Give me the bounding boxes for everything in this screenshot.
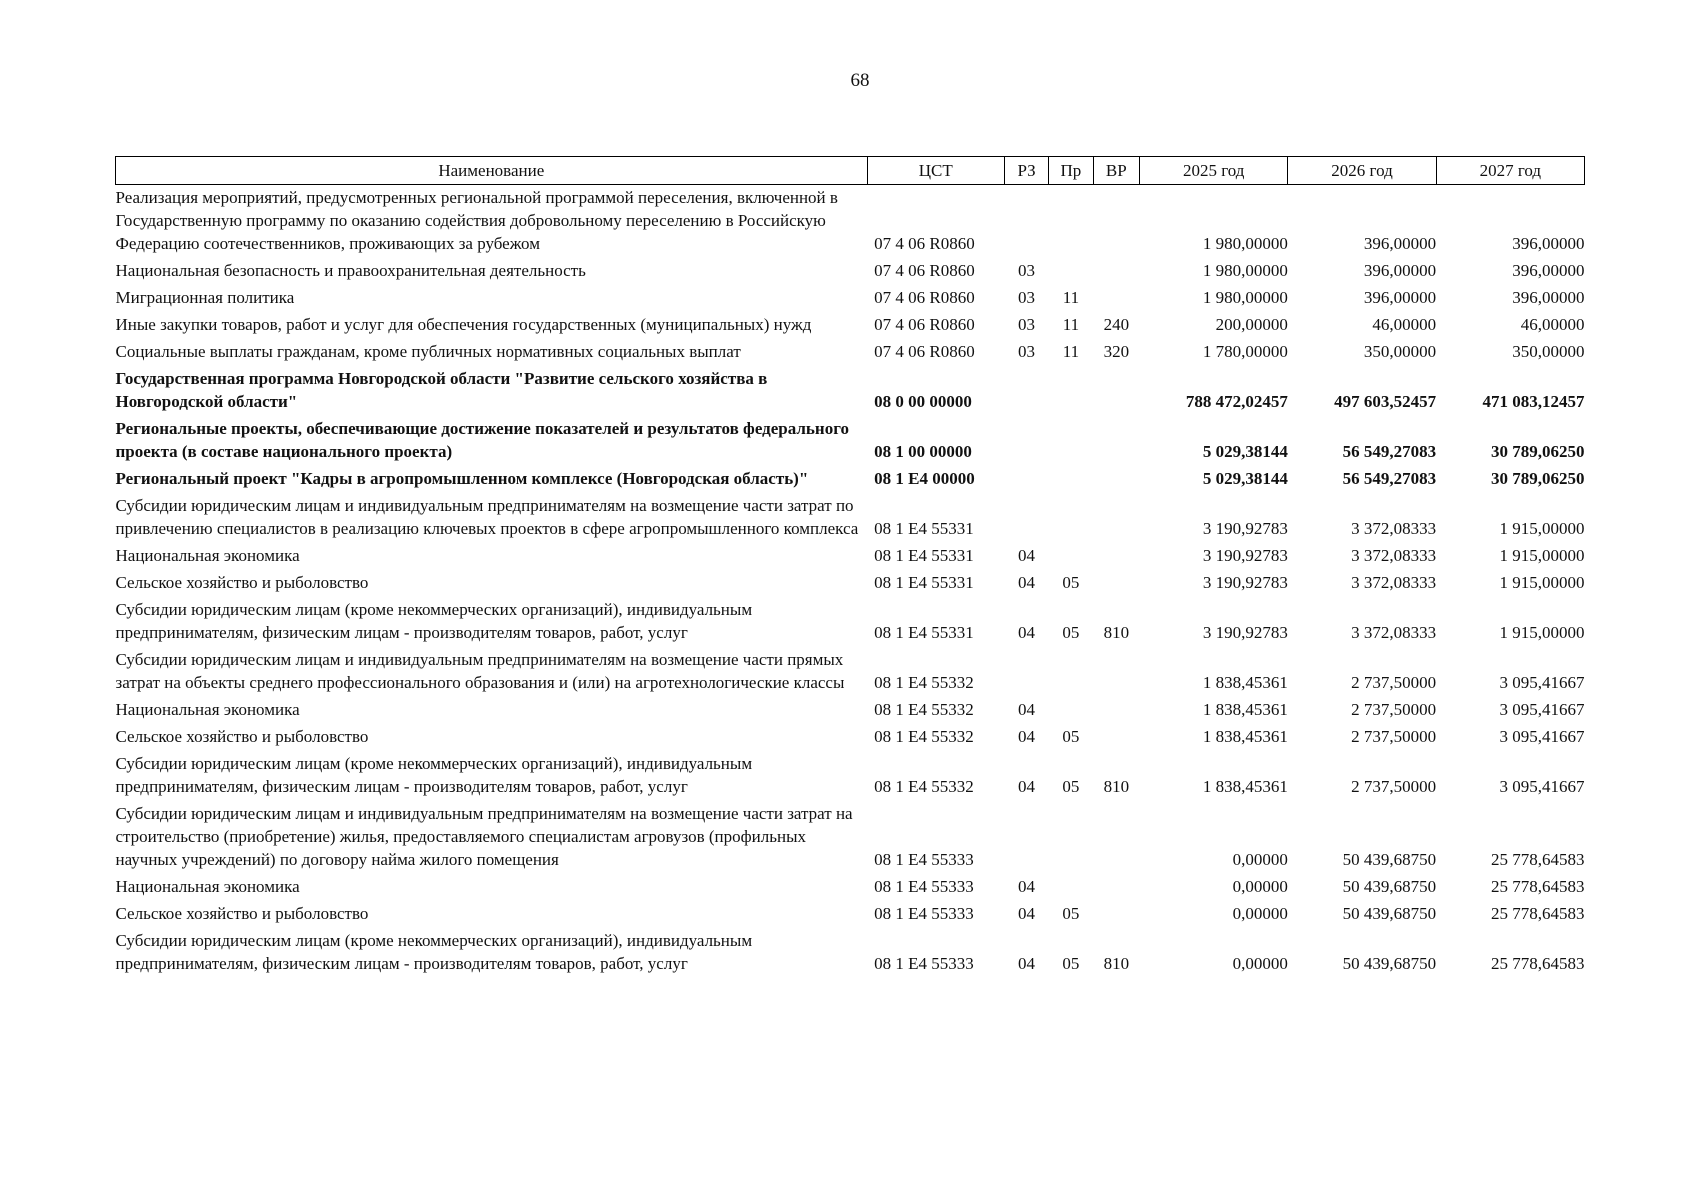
header-vr: ВР: [1093, 157, 1139, 185]
row-vr: [1093, 366, 1139, 416]
row-2025: 0,00000: [1232, 850, 1288, 869]
row-2027: 25 778,64583: [1491, 954, 1585, 973]
row-2027: 396,00000: [1512, 234, 1585, 253]
row-cst: 08 1 Е4 55332: [874, 700, 974, 719]
row-rz: 04: [1018, 904, 1036, 923]
row-2025: 3 190,92783: [1202, 573, 1288, 592]
row-cst: 08 1 Е4 55331: [874, 519, 974, 538]
table-row: [116, 258, 1585, 285]
row-vr: 320: [1103, 342, 1130, 361]
row-cst: 07 4 06 R0860: [874, 261, 975, 280]
row-pr: 05: [1062, 954, 1080, 973]
row-cst: 08 1 Е4 55333: [874, 877, 974, 896]
header-cst: ЦСТ: [867, 157, 1004, 185]
row-pr: [1049, 647, 1093, 697]
table-row: [116, 466, 1585, 493]
row-2026: 2 737,50000: [1351, 777, 1437, 796]
table-row: [116, 543, 1585, 570]
row-name: Иные закупки товаров, работ и услуг для обеспечения государственных (муниципальных) нужд: [115, 315, 812, 334]
row-pr: [1049, 543, 1093, 570]
row-vr: [1093, 416, 1139, 466]
table-row: [116, 928, 1585, 978]
row-pr: [1049, 416, 1093, 466]
row-rz: 04: [1018, 573, 1036, 592]
row-pr: 05: [1062, 727, 1080, 746]
row-2026: 396,00000: [1363, 261, 1437, 280]
row-2025: 0,00000: [1232, 954, 1288, 973]
row-pr: [1049, 697, 1093, 724]
row-name: Субсидии юридическим лицам и индивидуальным предпринимателям на возмещение части затрат по привлечению специалистов в реализацию ключевых проектов в сфере агропромышленного комплекса: [115, 496, 859, 538]
row-2027: 3 095,41667: [1499, 673, 1585, 692]
row-name: Национальная экономика: [115, 877, 300, 896]
row-2026: 50 439,68750: [1342, 877, 1437, 896]
header-2025: 2025 год: [1140, 157, 1288, 185]
row-2027: 1 915,00000: [1499, 519, 1585, 538]
row-name: Субсидии юридическим лицам и индивидуальным предпринимателям на возмещение части прямых затрат на объекты среднего профессионального образования и (или) на агротехнологические классы: [115, 650, 845, 692]
row-name: Государственная программа Новгородской области "Развитие сельского хозяйства в Новгородской области": [115, 369, 768, 411]
row-vr: [1093, 647, 1139, 697]
row-cst: 08 1 Е4 55333: [874, 954, 974, 973]
row-2027: 396,00000: [1512, 261, 1585, 280]
row-name: Субсидии юридическим лицам (кроме некоммерческих организаций), индивидуальным предпринимателям, физическим лицам - производителям товаров, работ, услуг: [115, 754, 753, 796]
row-vr: [1093, 874, 1139, 901]
page-number: 68: [850, 70, 870, 91]
row-2026: 497 603,52457: [1334, 392, 1437, 411]
header-2027: 2027 год: [1436, 157, 1584, 185]
row-rz: 04: [1018, 546, 1036, 565]
row-2025: 1 838,45361: [1202, 700, 1288, 719]
row-rz: [1004, 647, 1048, 697]
row-vr: [1093, 258, 1139, 285]
row-rz: [1004, 185, 1048, 259]
row-2027: 1 915,00000: [1499, 573, 1585, 592]
row-cst: 08 1 Е4 55332: [874, 673, 974, 692]
row-2025: 1 838,45361: [1202, 727, 1288, 746]
row-2025: 1 838,45361: [1202, 673, 1288, 692]
row-rz: [1004, 801, 1048, 874]
row-2025: 788 472,02457: [1185, 392, 1288, 411]
row-name: Сельское хозяйство и рыболовство: [115, 904, 369, 923]
row-cst: 07 4 06 R0860: [874, 315, 975, 334]
row-2027: 25 778,64583: [1491, 877, 1585, 896]
row-name: Реализация мероприятий, предусмотренных региональной программой переселения, включенной в Государственную программу по оказанию содействия добровольному переселению в Российскую Федерацию соотечественников, проживающих за рубежом: [115, 188, 838, 253]
row-cst: 08 1 Е4 55332: [874, 727, 974, 746]
row-2026: 3 372,08333: [1351, 623, 1437, 642]
row-2027: 30 789,06250: [1491, 442, 1585, 461]
row-2025: 0,00000: [1232, 904, 1288, 923]
row-cst: 07 4 06 R0860: [874, 234, 975, 253]
row-vr: [1093, 801, 1139, 874]
row-rz: 04: [1018, 954, 1036, 973]
row-pr: 05: [1062, 904, 1080, 923]
row-name: Субсидии юридическим лицам и индивидуальным предпринимателям на возмещение части затрат на строительство (приобретение) жилья, предоставляемого специалистам агровузов (профильных научных учреждений) по договору найма жилого помещения: [115, 804, 853, 869]
row-vr: 810: [1103, 623, 1130, 642]
table-row: [116, 312, 1585, 339]
row-2025: 3 190,92783: [1202, 546, 1288, 565]
row-pr: [1049, 466, 1093, 493]
row-2026: 3 372,08333: [1351, 573, 1437, 592]
table-row: [116, 185, 1585, 259]
row-vr: 810: [1103, 777, 1130, 796]
row-2027: 25 778,64583: [1491, 850, 1585, 869]
row-pr: 05: [1062, 777, 1080, 796]
row-vr: [1093, 724, 1139, 751]
row-pr: 05: [1062, 623, 1080, 642]
row-cst: 08 1 Е4 55332: [874, 777, 974, 796]
row-2026: 3 372,08333: [1351, 519, 1437, 538]
header-rz: РЗ: [1004, 157, 1048, 185]
row-pr: [1049, 366, 1093, 416]
row-vr: 810: [1103, 954, 1130, 973]
row-name: Миграционная политика: [115, 288, 295, 307]
row-rz: 04: [1018, 623, 1036, 642]
row-vr: [1093, 697, 1139, 724]
table-row: [116, 724, 1585, 751]
row-2027: 30 789,06250: [1491, 469, 1585, 488]
row-2026: 2 737,50000: [1351, 700, 1437, 719]
row-2025: 3 190,92783: [1202, 623, 1288, 642]
row-rz: [1004, 493, 1048, 543]
row-2025: 0,00000: [1232, 877, 1288, 896]
row-rz: 04: [1018, 877, 1036, 896]
row-pr: 11: [1062, 315, 1080, 334]
row-cst: 08 1 Е4 55331: [874, 573, 974, 592]
row-vr: [1093, 493, 1139, 543]
row-name: Субсидии юридическим лицам (кроме некоммерческих организаций), индивидуальным предпринимателям, физическим лицам - производителям товаров, работ, услуг: [115, 931, 753, 973]
row-rz: 04: [1018, 777, 1036, 796]
row-2026: 56 549,27083: [1342, 442, 1437, 461]
table-row: [116, 647, 1585, 697]
row-rz: 03: [1018, 288, 1036, 307]
header-2026: 2026 год: [1288, 157, 1436, 185]
row-cst: 07 4 06 R0860: [874, 288, 975, 307]
row-vr: [1093, 185, 1139, 259]
row-2027: 3 095,41667: [1499, 777, 1585, 796]
table-row: [116, 901, 1585, 928]
header-pr: Пр: [1049, 157, 1093, 185]
row-name: Национальная экономика: [115, 546, 300, 565]
budget-table: [115, 156, 1585, 978]
row-2026: 2 737,50000: [1351, 727, 1437, 746]
row-2025: 1 980,00000: [1202, 234, 1288, 253]
row-cst: 08 0 00 00000: [874, 392, 972, 411]
row-vr: [1093, 285, 1139, 312]
row-rz: 04: [1018, 727, 1036, 746]
table-row: [116, 493, 1585, 543]
row-cst: 08 1 00 00000: [874, 442, 972, 461]
row-name: Сельское хозяйство и рыболовство: [115, 573, 369, 592]
table-row: [116, 751, 1585, 801]
row-pr: [1049, 874, 1093, 901]
row-vr: [1093, 901, 1139, 928]
row-name: Социальные выплаты гражданам, кроме публичных нормативных социальных выплат: [115, 342, 741, 361]
table-row: [116, 697, 1585, 724]
row-2027: 350,00000: [1512, 342, 1585, 361]
row-name: Региональные проекты, обеспечивающие достижение показателей и результатов федерального проекта (в составе национального проекта): [115, 419, 850, 461]
table-row: [116, 285, 1585, 312]
row-pr: 05: [1062, 573, 1080, 592]
row-name: Сельское хозяйство и рыболовство: [115, 727, 369, 746]
row-pr: [1049, 493, 1093, 543]
row-2025: 1 838,45361: [1202, 777, 1288, 796]
row-2025: 1 780,00000: [1202, 342, 1288, 361]
table-row: [116, 339, 1585, 366]
table-header-row: [116, 157, 1585, 185]
row-cst: 08 1 Е4 55333: [874, 850, 974, 869]
row-pr: [1049, 185, 1093, 259]
row-2026: 50 439,68750: [1342, 904, 1437, 923]
row-2025: 200,00000: [1215, 315, 1288, 334]
row-vr: [1093, 466, 1139, 493]
row-2025: 5 029,38144: [1202, 469, 1288, 488]
table-row: [116, 570, 1585, 597]
row-2027: 1 915,00000: [1499, 623, 1585, 642]
row-2025: 3 190,92783: [1202, 519, 1288, 538]
table-row: [116, 416, 1585, 466]
row-2026: 46,00000: [1372, 315, 1437, 334]
row-vr: [1093, 570, 1139, 597]
row-2027: 25 778,64583: [1491, 904, 1585, 923]
row-2027: 396,00000: [1512, 288, 1585, 307]
header-name: Наименование: [116, 157, 868, 185]
table-row: [116, 801, 1585, 874]
row-name: Национальная безопасность и правоохранительная деятельность: [115, 261, 586, 280]
row-2027: 1 915,00000: [1499, 546, 1585, 565]
row-2026: 56 549,27083: [1342, 469, 1437, 488]
row-rz: 03: [1018, 315, 1036, 334]
row-cst: 08 1 Е4 55331: [874, 546, 974, 565]
row-rz: [1004, 466, 1048, 493]
row-2026: 396,00000: [1363, 288, 1437, 307]
row-2026: 2 737,50000: [1351, 673, 1437, 692]
row-rz: 03: [1018, 261, 1036, 280]
row-2025: 1 980,00000: [1202, 261, 1288, 280]
row-2027: 46,00000: [1520, 315, 1585, 334]
row-2027: 471 083,12457: [1482, 392, 1585, 411]
row-2026: 3 372,08333: [1351, 546, 1437, 565]
row-rz: [1004, 366, 1048, 416]
row-2026: 350,00000: [1363, 342, 1437, 361]
row-2027: 3 095,41667: [1499, 727, 1585, 746]
row-2026: 50 439,68750: [1342, 850, 1437, 869]
row-2025: 5 029,38144: [1202, 442, 1288, 461]
row-rz: 03: [1018, 342, 1036, 361]
row-name: Национальная экономика: [115, 700, 300, 719]
row-cst: 08 1 Е4 55333: [874, 904, 974, 923]
row-pr: [1049, 258, 1093, 285]
table-body: [116, 185, 1585, 979]
row-cst: 08 1 Е4 55331: [874, 623, 974, 642]
row-vr: [1093, 543, 1139, 570]
table-row: [116, 874, 1585, 901]
row-2027: 3 095,41667: [1499, 700, 1585, 719]
row-pr: 11: [1062, 288, 1080, 307]
table-row: [116, 366, 1585, 416]
table-row: [116, 597, 1585, 647]
row-rz: 04: [1018, 700, 1036, 719]
row-pr: 11: [1062, 342, 1080, 361]
row-name: Субсидии юридическим лицам (кроме некоммерческих организаций), индивидуальным предпринимателям, физическим лицам - производителям товаров, работ, услуг: [115, 600, 753, 642]
row-2026: 396,00000: [1363, 234, 1437, 253]
row-cst: 08 1 Е4 00000: [874, 469, 975, 488]
row-name: Региональный проект "Кадры в агропромышленном комплексе (Новгородская область)": [115, 469, 809, 488]
row-2026: 50 439,68750: [1342, 954, 1437, 973]
row-vr: 240: [1103, 315, 1130, 334]
row-2025: 1 980,00000: [1202, 288, 1288, 307]
row-rz: [1004, 416, 1048, 466]
row-cst: 07 4 06 R0860: [874, 342, 975, 361]
row-pr: [1049, 801, 1093, 874]
